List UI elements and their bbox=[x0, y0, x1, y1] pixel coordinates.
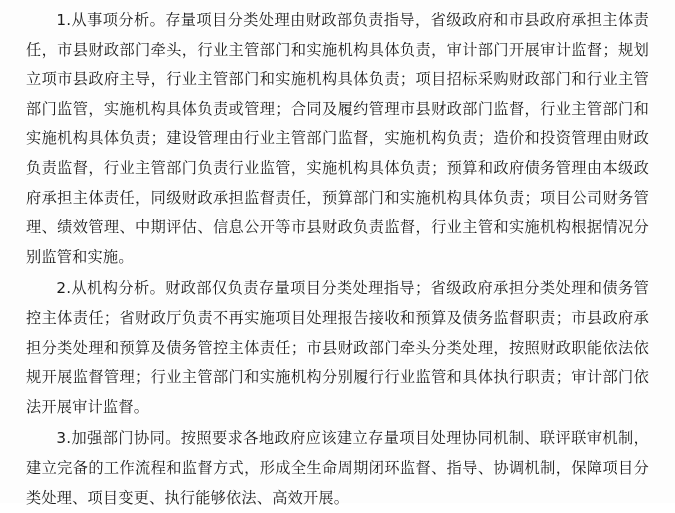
paragraph-analysis-by-matter: 1.从事项分析。存量项目分类处理由财政部负责指导，省级政府和市县政府承担主体责任，市县财政部门牵头，行业主管部门和实施机构具体负责，审计部门开展审计监督；规划立项市县政府主导，行业主管部门和实施机构具体负责；项目招标采购财政部门和行业主管部门监管，实施机构具体负责或管理；合同及履约管理市县财政部门监督，行业主管部门和实施机构具体负责；建设管理由行业主管部门监督，实施机构负责；造价和投资管理由财政负责监督，行业主管部门负责行业监管，实施机构具体负责；预算和政府债务管理由本级政府承担主体责任，同级财政承担监督责任，预算部门和实施机构具体负责；项目公司财务管理、绩效管理、中期评估、信息公开等市县财政负责监督，行业主管和实施机构根据情况分别监管和实施。 bbox=[26, 11, 649, 266]
paragraph-strengthen-coordination: 3.加强部门协同。按照要求各地政府应该建立存量项目处理协同机制、联评联审机制，建立完备的工作流程和监督方式，形成全生命周期闭环监督、指导、协调机制，保障项目分类处理、项目变更、执行能够依法、高效开展。 bbox=[26, 429, 649, 507]
paragraph-analysis-by-institution: 2.从机构分析。财政部仅负责存量项目分类处理指导；省级政府承担分类处理和债务管控主体责任；省财政厅负责不再实施项目处理报告接收和预算及债务监督职责；市县政府承担分类处理和预算及债务管控主体责任；市县财政部门牵头分类处理，按照财政职能依法依规开展监督管理；行业主管部门和实施机构分别履行行业监管和具体执行职责；审计部门依法开展审计监督。 bbox=[26, 279, 649, 416]
